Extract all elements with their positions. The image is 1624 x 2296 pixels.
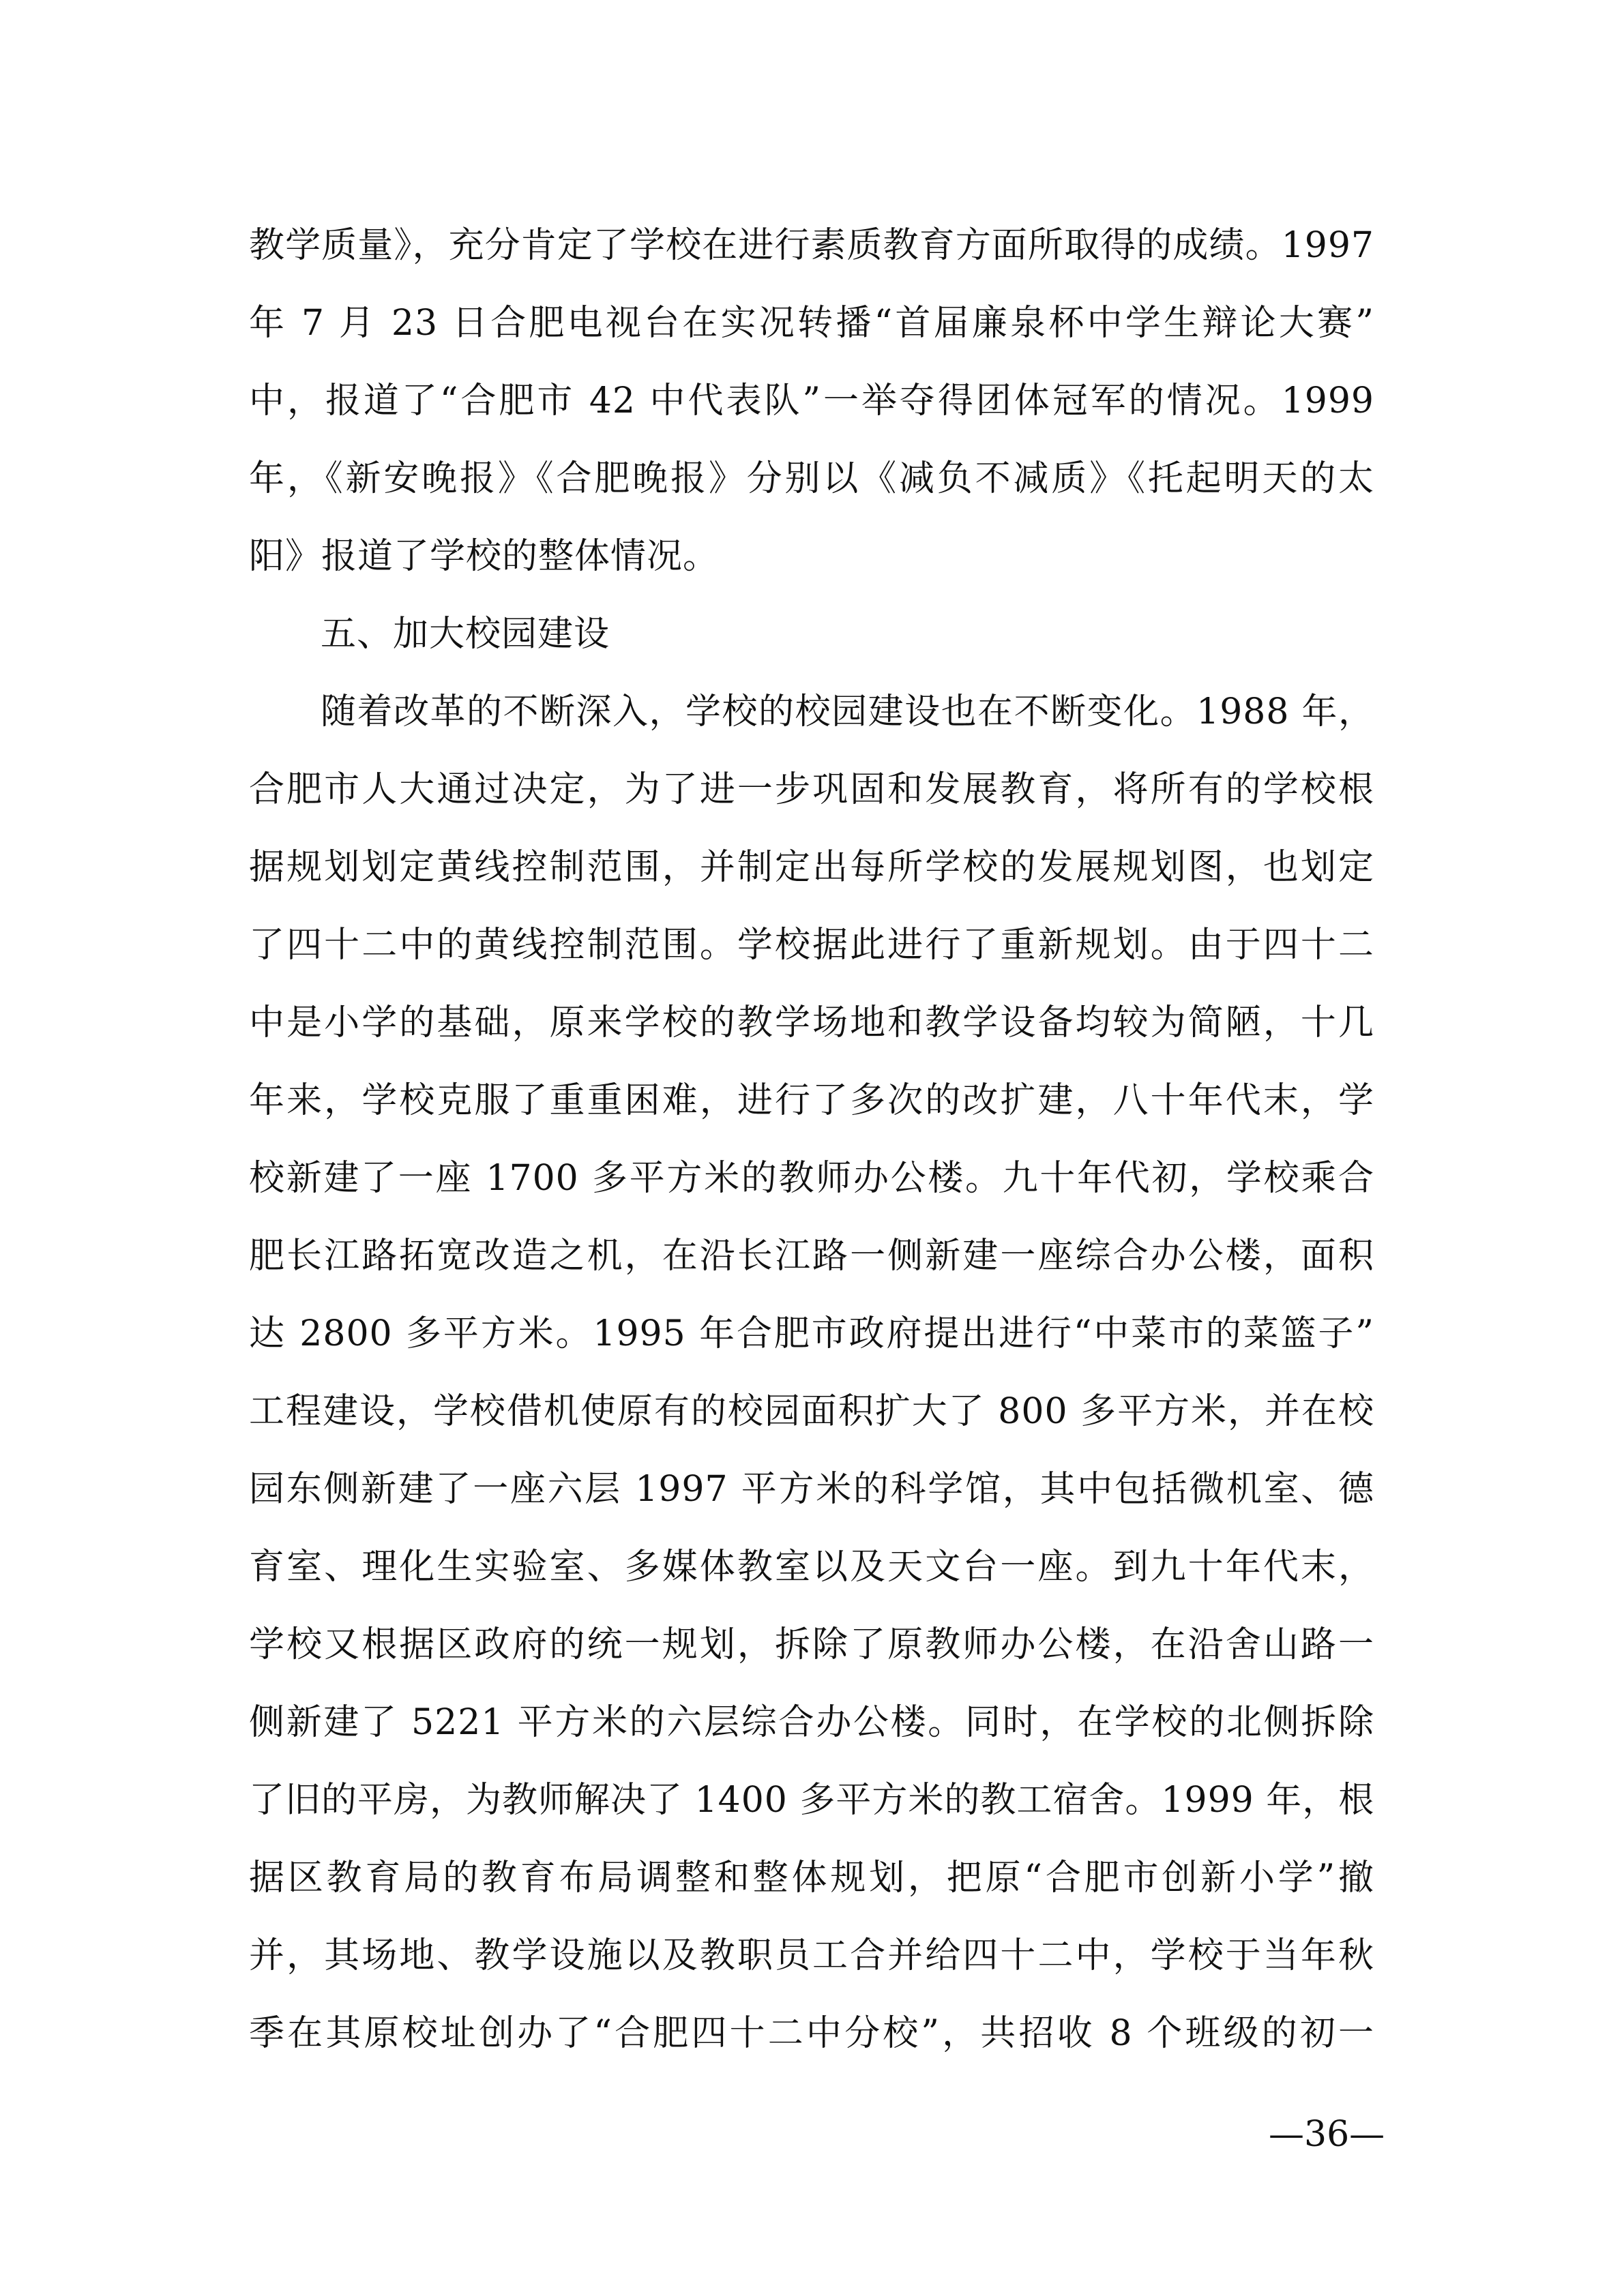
paragraph-line: 阳》报道了学校的整体情况。 [249,536,720,577]
paragraph-line: 据规划划定黄线控制范围，并制定出每所学校的发展规划图，也划定 [249,847,1374,888]
paragraph-line: 肥长江路拓宽改造之机，在沿长江路一侧新建一座综合办公楼，面积 [249,1236,1374,1277]
paragraph-line: 随着改革的不断深入，学校的校园建设也在不断变化。1988 年， [321,691,1374,732]
paragraph-line: 季在其原校址创办了“合肥四十二中分校”，共招收 8 个班级的初一 [249,2013,1374,2054]
paragraph-line: 达 2800 多平方米。1995 年合肥市政府提出进行“中菜市的菜篮子” [249,1313,1374,1354]
paragraph-line: 年 7 月 23 日合肥电视台在实况转播“首届廉泉杯中学生辩论大赛” [249,303,1374,344]
paragraph-line: 年来，学校克服了重重困难，进行了多次的改扩建，八十年代末，学 [249,1080,1374,1121]
paragraph-line: 教学质量》，充分肯定了学校在进行素质教育方面所取得的成绩。1997 [249,225,1374,266]
page-number: —36— [1269,2114,1385,2155]
paragraph-line: 合肥市人大通过决定，为了进一步巩固和发展教育，将所有的学校根 [249,769,1374,810]
paragraph-line: 工程建设，学校借机使原有的校园面积扩大了 800 多平方米，并在校 [249,1391,1374,1432]
paragraph-line: 了旧的平房，为教师解决了 1400 多平方米的教工宿舍。1999 年，根 [249,1780,1374,1821]
paragraph-line: 中是小学的基础，原来学校的教学场地和教学设备均较为简陋，十几 [249,1002,1374,1043]
paragraph-line: 了四十二中的黄线控制范围。学校据此进行了重新规划。由于四十二 [249,925,1374,966]
paragraph-line: 据区教育局的教育布局调整和整体规划，把原“合肥市创新小学”撤 [249,1858,1374,1898]
paragraph-line: 学校又根据区政府的统一规划，拆除了原教师办公楼，在沿舍山路一 [249,1624,1374,1665]
paragraph-line: 并，其场地、教学设施以及教职员工合并给四十二中，学校于当年秋 [249,1935,1374,1976]
paragraph-line: 年，《新安晚报》《合肥晚报》分别以《减负不减质》《托起明天的太 [249,458,1374,499]
paragraph-line: 中，报道了“合肥市 42 中代表队”一举夺得团体冠军的情况。1999 [249,381,1374,421]
paragraph-line: 育室、理化生实验室、多媒体教室以及天文台一座。到九十年代末， [249,1547,1374,1587]
paragraph-line: 校新建了一座 1700 多平方米的教师办公楼。九十年代初，学校乘合 [249,1158,1374,1199]
section-heading: 五、加大校园建设 [321,614,610,655]
paragraph-line: 侧新建了 5221 平方米的六层综合办公楼。同时，在学校的北侧拆除 [249,1702,1374,1743]
paragraph-line: 园东侧新建了一座六层 1997 平方米的科学馆，其中包括微机室、德 [249,1469,1374,1510]
